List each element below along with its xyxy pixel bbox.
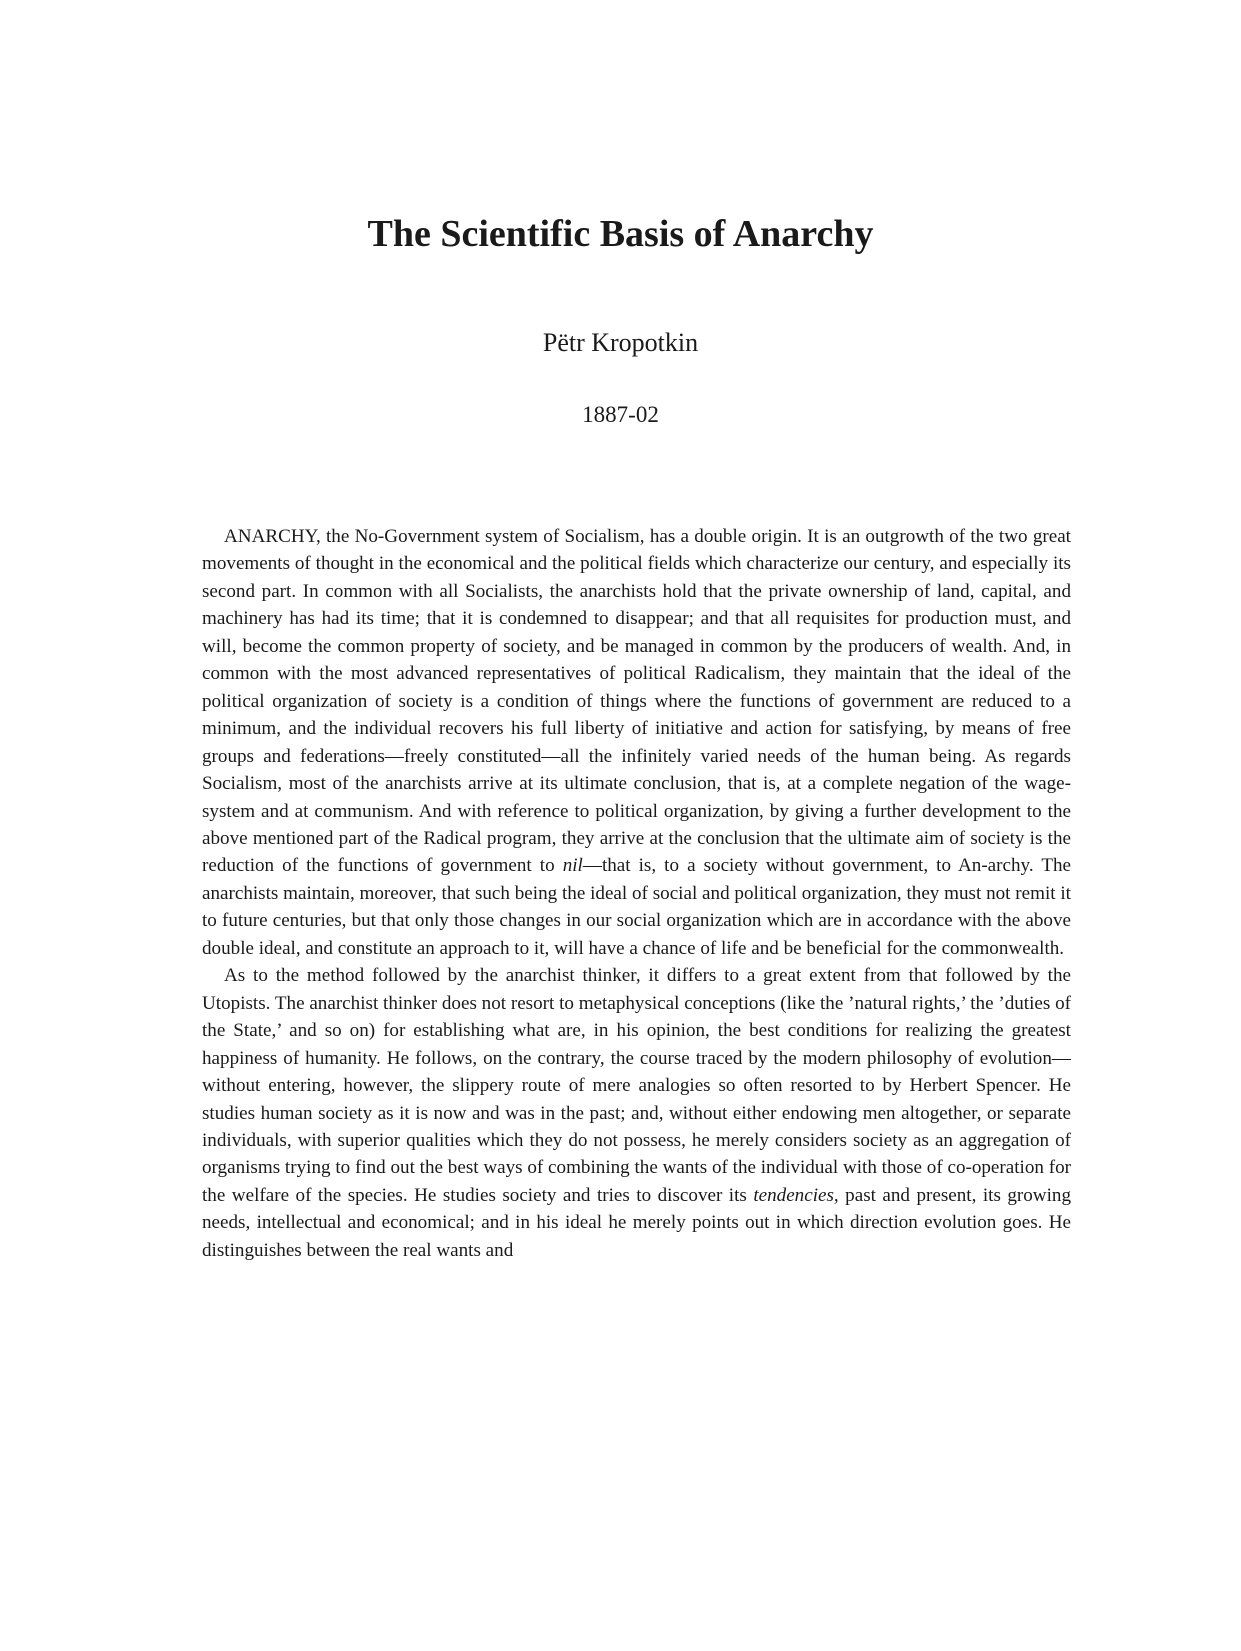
- document-author: Pëtr Kropotkin: [542, 328, 699, 357]
- document-date: 1887-02: [582, 402, 659, 427]
- paragraph-1-text-a: ANARCHY, the No-Government system of Socialism, has a double origin. It is an outgrowth of the two great movements of thought in the economical and the political fields which characterize our century, and especially its second part. In common with all Socialists, the anarchists hold that the private ownership of land, capital, and machinery has had its time; that it is condemned to disappear; and that all requisites for production must, and will, become the common property of society, and be managed in common by the producers of wealth. And, in common with the most advanced representatives of political Radicalism, they maintain that the ideal of the political organization of society is a condition of things where the functions of government are reduced to a minimum, and the individual recovers his full liberty of initiative and action for satisfying, by means of free groups and federations—freely constituted—all the infinitely varied needs of the human being. As regards Socialism, most of the anarchists arrive at its ultimate conclusion, that is, at a complete negation of the wage-system and at communism. And with reference to political organization, by giving a further development to the above mentioned part of the Radical program, they arrive at the conclusion that the ultimate aim of society is the reduction of the functions of government to: [202, 526, 1071, 877]
- document-title: The Scientific Basis of Anarchy: [367, 213, 874, 255]
- paragraph-2-text-b: , past and present, its growing needs, intellectual and economical; and in his ideal he merely points out in which direction evolution goes. He distinguishes between the real wants and: [202, 1184, 1071, 1261]
- paragraph-2: [202, 962, 1071, 1264]
- paragraph-1: [202, 523, 1071, 962]
- paragraph-2-text-a: As to the method followed by the anarchist thinker, it differs to a great extent from that followed by the Utopists. The anarchist thinker does not resort to metaphysical conceptions (like the ’natural rights,’ the ’duties of the State,’ and so on) for establishing what are, in his opinion, the best conditions for realizing the greatest happiness of humanity. He follows, on the contrary, the course traced by the modern philosophy of evolution—without entering, however, the slippery route of mere analogies so often resorted to by Herbert Spencer. He studies human society as it is now and was in the past; and, without either endowing men altogether, or separate individuals, with superior qualities which they do not possess, he merely considers society as an aggregation of organisms trying to find out the best ways of combining the wants of the individual with those of co-operation for the welfare of the species. He studies society and tries to discover its: [202, 965, 1071, 1206]
- paragraph-1-emphasis: nil: [562, 855, 583, 877]
- body-text: [202, 523, 1071, 1264]
- paragraph-2-emphasis: tendencies: [753, 1184, 834, 1206]
- paragraph-1-text-b: —that is, to a society without government, to An-archy. The anarchists maintain, moreover, that such being the ideal of social and political organization, they must not remit it to future centuries, but that only those changes in our social organization which are in accordance with the above double ideal, and constitute an approach to it, will have a chance of life and be beneficial for the commonwealth.: [202, 855, 1071, 959]
